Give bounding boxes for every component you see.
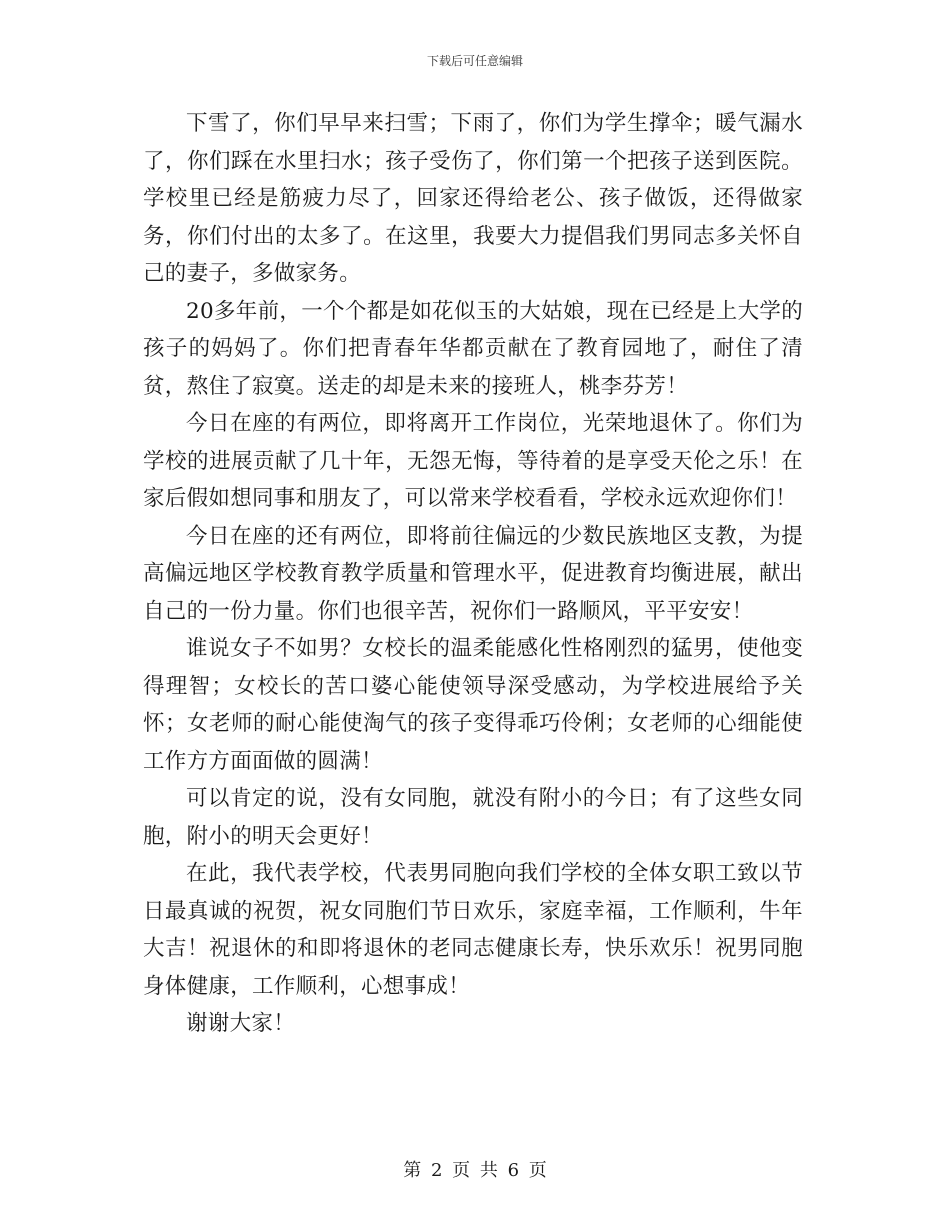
paragraph: 20多年前，一个个都是如花似玉的大姑娘，现在已经是上大学的孩子的妈妈了。你们把青春年华都贡献在了教育园地了，耐住了清贫，熬住了寂寞。送走的却是未来的接班人，桃李芬芳！ (143, 298, 803, 399)
document-body (143, 105, 803, 1043)
paragraph: 谢谢大家！ (186, 1011, 296, 1036)
paragraph: 在此，我代表学校，代表男同胞向我们学校的全体女职工致以节日最真诚的祝贺，祝女同胞们节日欢乐，家庭幸福，工作顺利，牛年大吉！祝退休的和即将退休的老同志健康长寿，快乐欢乐！祝男同胞身体健康，工作顺利，心想事成！ (143, 861, 803, 999)
paragraph: 今日在座的还有两位，即将前往偏远的少数民族地区支教，为提高偏远地区学校教育教学质量和管理水平，促进教育均衡进展，献出自己的一份力量。你们也很辛苦，祝你们一路顺风，平平安安！ (143, 523, 803, 624)
paragraph: 谁说女子不如男？女校长的温柔能感化性格刚烈的猛男，使他变得理智；女校长的苦口婆心能使领导深受感动，为学校进展给予关怀；女老师的耐心能使淘气的孩子变得乖巧伶俐；女老师的心细能使工作方方面面做的圆满！ (143, 636, 803, 774)
paragraph: 可以肯定的说，没有女同胞，就没有附小的今日；有了这些女同胞，附小的明天会更好！ (143, 786, 803, 849)
header-note: 下载后可任意编辑 (426, 54, 523, 68)
paragraph: 下雪了，你们早早来扫雪；下雨了，你们为学生撑伞；暖气漏水了，你们踩在水里扫水；孩子受伤了，你们第一个把孩子送到医院。学校里已经是筋疲力尽了，回家还得给老公、孩子做饭，还得做家务，你们付出的太多了。在这里，我要大力提倡我们男同志多关怀自己的妻子，多做家务。 (143, 111, 803, 286)
page-number: 第 2 页 共 6 页 (403, 1160, 547, 1181)
paragraph: 今日在座的有两位，即将离开工作岗位，光荣地退休了。你们为学校的进展贡献了几十年，无怨无悔，等待着的是享受天伦之乐！在家后假如想同事和朋友了，可以常来学校看看，学校永远欢迎你们！ (143, 411, 803, 511)
